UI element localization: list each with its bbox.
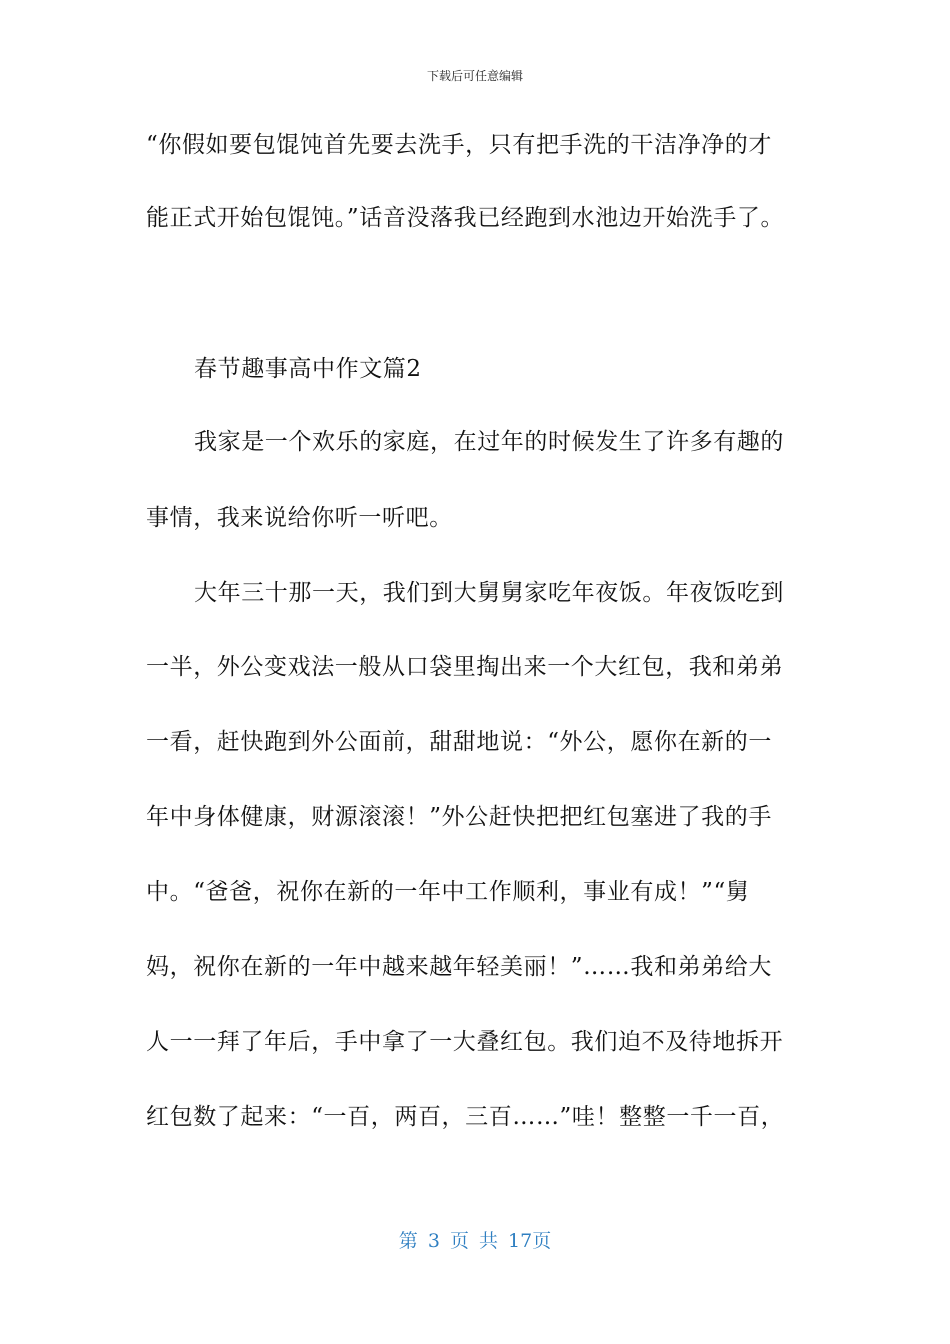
header-note: 下载后可任意编辑: [426, 69, 523, 83]
paragraph-line: 中。“爸爸，祝你在新的一年中工作顺利，事业有成！”“舅: [146, 879, 750, 905]
paragraph-line: “你假如要包馄饨首先要去洗手，只有把手洗的干洁净净的才: [146, 132, 772, 158]
paragraph-line: 大年三十那一天，我们到大舅舅家吃年夜饭。年夜饭吃到: [194, 580, 784, 606]
paragraph-line: 事情，我来说给你听一听吧。: [146, 505, 453, 531]
paragraph-line: 妈，祝你在新的一年中越来越年轻美丽！”……我和弟弟给大: [146, 954, 772, 980]
paragraph-line: 一看，赶快跑到外公面前，甜甜地说：“外公，愿你在新的一: [146, 729, 772, 755]
paragraph-line: 年中身体健康，财源滚滚！”外公赶快把把红包塞进了我的手: [146, 804, 772, 830]
page-number: 第 3 页 共 17页: [398, 1230, 552, 1252]
paragraph-line: 能正式开始包馄饨。”话音没落我已经跑到水池边开始洗手了。: [146, 205, 785, 231]
paragraph-line: 一半，外公变戏法一般从口袋里掏出来一个大红包，我和弟弟: [146, 654, 784, 680]
paragraph-line: 人一一拜了年后，手中拿了一大叠红包。我们迫不及待地拆开: [146, 1029, 784, 1055]
paragraph-line: 红包数了起来：“一百，两百，三百……”哇！整整一千一百，: [146, 1104, 785, 1130]
section-heading: 春节趣事高中作文篇2: [194, 356, 422, 382]
paragraph-line: 我家是一个欢乐的家庭，在过年的时候发生了许多有趣的: [194, 429, 784, 455]
